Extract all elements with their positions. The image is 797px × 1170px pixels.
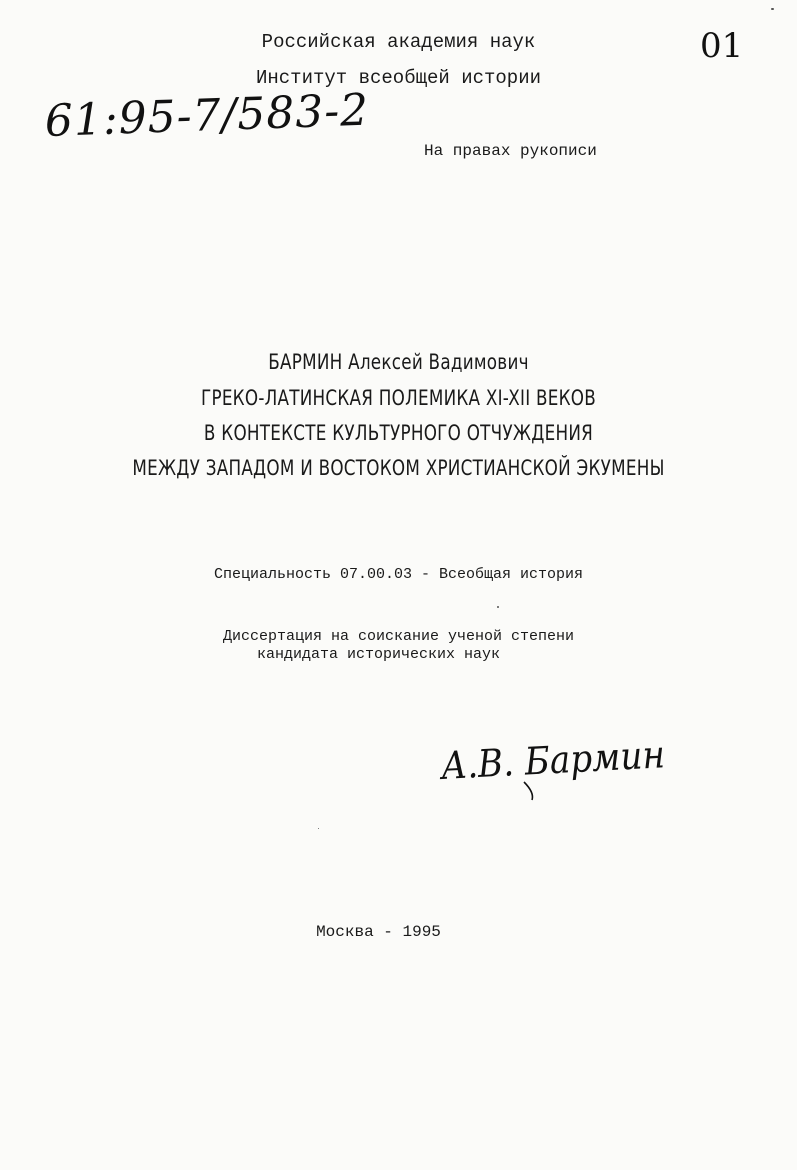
manuscript-rights-note: На правах рукописи <box>424 142 597 160</box>
scan-speck <box>318 828 319 829</box>
author-signature: А.В. Бармин <box>440 732 666 788</box>
scan-speck <box>771 8 774 10</box>
handwritten-archive-number: 61:95-7/583-2 <box>44 84 370 147</box>
specialty: Специальность 07.00.03 - Всеобщая история <box>213 566 584 583</box>
degree-line-2: кандидата исторических наук <box>256 646 501 663</box>
academy-name: Российская академия наук <box>261 31 536 53</box>
title-line-2: В КОНТЕКСТЕ КУЛЬТУРНОГО ОТЧУЖДЕНИЯ <box>203 421 594 445</box>
degree-line-1: Диссертация на соискание ученой степени <box>222 628 575 645</box>
title-line-3: МЕЖДУ ЗАПАДОМ И ВОСТОКОМ ХРИСТИАНСКОЙ ЭКУМЕНЫ <box>132 456 665 480</box>
title-line-1: ГРЕКО-ЛАТИНСКАЯ ПОЛЕМИКА XI-XII ВЕКОВ <box>200 386 597 410</box>
city-year: Москва - 1995 <box>316 923 441 941</box>
institute-name: Институт всеобщей истории <box>255 67 542 89</box>
signature-underline-stroke <box>520 780 580 802</box>
author-name: БАРМИН Алексей Вадимович <box>268 350 529 374</box>
handwritten-sheet-number: 01 <box>700 26 744 66</box>
scan-speck <box>497 606 499 608</box>
